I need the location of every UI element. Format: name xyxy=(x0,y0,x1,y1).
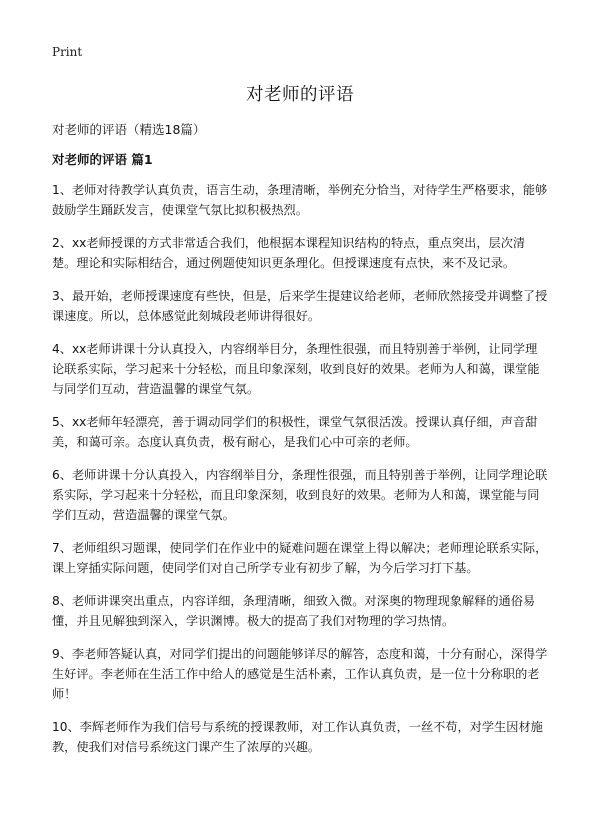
subtitle: 对老师的评语（精选18篇） xyxy=(52,122,206,137)
paragraph: 7、老师组织习题课，使同学们在作业中的疑难问题在课堂上得以解决；老师理论联系实际，课上穿插实际问题，使同学们对自己所学专业有初步了解，为今后学习打下基。 xyxy=(52,541,548,575)
section-heading: 对老师的评语 篇1 xyxy=(52,152,153,167)
paragraph: 8、老师讲课突出重点，内容详细，条理清晰，细致入微。对深奥的物理现象解释的通俗易懂，并且见解独到深入，学识渊博。极大的提高了我们对物理的学习热情。 xyxy=(52,594,536,628)
paragraph: 10、李辉老师作为我们信号与系统的授课教师，对工作认真负责，一丝不苟，对学生因材施教，使我们对信号系统这门课产生了浓厚的兴趣。 xyxy=(52,720,543,754)
paragraph: 1、老师对待教学认真负责，语言生动，条理清晰，举例充分恰当，对待学生严格要求，能够鼓励学生踊跃发言，使课堂气氛比拟积极热烈。 xyxy=(52,183,548,217)
paragraph: 3、最开始，老师授课速度有些快，但是，后来学生提建议给老师，老师欣然接受并调整了授课速度。所以，总体感觉此刻城段老师讲得很好。 xyxy=(52,289,548,323)
paragraph: 9、李老师答疑认真，对同学们提出的问题能够详尽的解答，态度和蔼，十分有耐心，深得学生好评。李老师在生活工作中给人的感觉是生活朴素，工作认真负责，是一位十分称职的老师！ xyxy=(52,647,548,701)
paragraph: 5、xx老师年轻漂亮，善于调动同学们的积极性，课堂气氛很活泼。授课认真仔细，声音甜美，和蔼可亲。态度认真负责，极有耐心，是我们心中可亲的老师。 xyxy=(52,415,538,449)
paragraph-list xyxy=(52,180,548,757)
paragraph: 6、老师讲课十分认真投入，内容纲举目分，条理性很强，而且特别善于举例，让同学理论联系实际，学习起来十分轻松，而且印象深刻，收到良好的效果。老师为人和蔼，课堂能与同学们互动，营造温馨的课堂气氛。 xyxy=(52,468,548,522)
page-title: 对老师的评语 xyxy=(246,85,354,105)
print-link[interactable]: Print xyxy=(52,45,83,59)
paragraph: 2、xx老师授课的方式非常适合我们，他根据本课程知识结构的特点，重点突出，层次清楚。理论和实际相结合，通过例题使知识更条理化。但授课速度有点快，来不及记录。 xyxy=(52,236,526,270)
paragraph: 4、xx老师讲课十分认真投入，内容纲举目分，条理性很强，而且特别善于举例，让同学理论联系实际，学习起来十分轻松，而且印象深刻，收到良好的效果。老师为人和蔼，课堂能与同学们互动，营造温馨的课堂气氛。 xyxy=(52,342,540,396)
